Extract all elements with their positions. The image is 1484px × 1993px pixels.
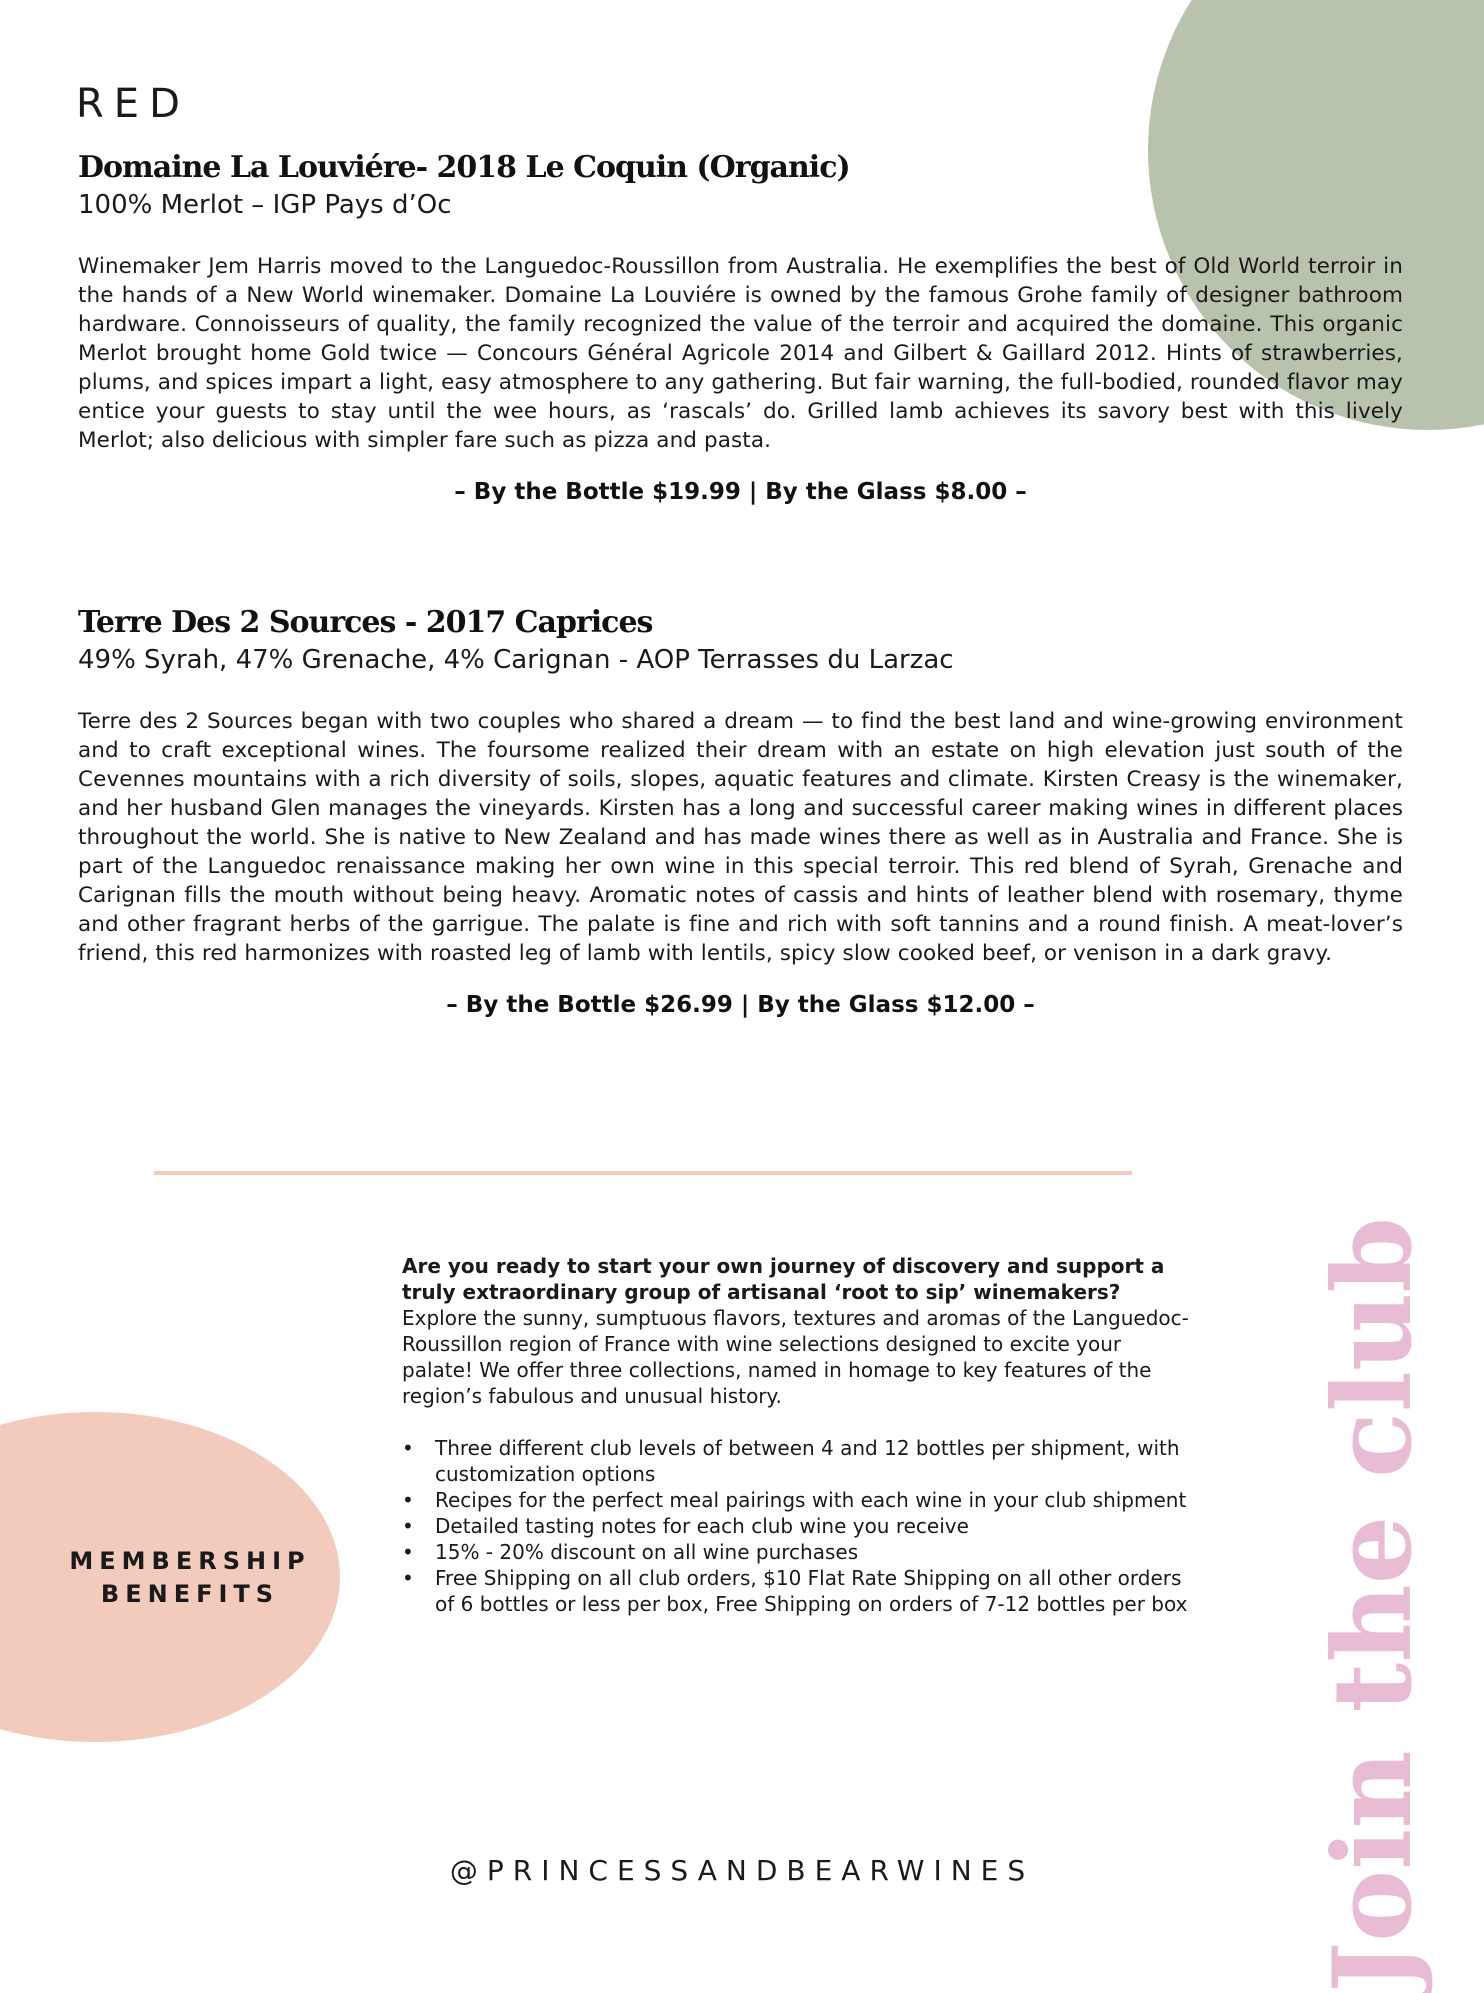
wine-varietal: 49% Syrah, 47% Grenache, 4% Carignan - AOP Terrasses du Larzac <box>78 645 954 675</box>
bullet-icon: • <box>402 1488 414 1512</box>
benefit-text: Detailed tasting notes for each club wine you receive <box>435 1514 969 1538</box>
join-the-club-heading: Join the club <box>1310 1217 1436 1993</box>
wine-description: Terre des 2 Sources began with two couples who shared a dream — to find the best land and wine-growing environment and to craft exceptional wines. The foursome realized their dream with an estate on high elevation just south of the Cevennes mountains with a rich diversity of soils, slopes, aquatic features and climate. Kirsten Creasy is the winemaker, and her husband Glen manages the vineyards. Kirsten has a long and successful career making wines in different places throughout the world. She is native to New Zealand and has made wines there as well as in Australia and France. She is part of the Languedoc renaissance making her own wine in this special terroir. This red blend of Syrah, Grenache and Carignan fills the mouth without being heavy. Aromatic notes of cassis and hints of leather blend with rosemary, thyme and other fragrant herbs of the garrigue. The palate is fine and rich with soft tannins and a round finish. A meat-lover’s friend, this red harmonizes with roasted leg of lamb with lentils, spicy slow cooked beef, or venison in a dark gravy. <box>78 709 1403 966</box>
section-title: RED <box>76 81 190 127</box>
wine-name: Terre Des 2 Sources - 2017 Caprices <box>78 605 653 640</box>
club-intro <box>402 1253 1192 1409</box>
list-item <box>402 1539 1192 1565</box>
benefits-label-line: BENEFITS <box>100 1580 280 1608</box>
wine-varietal: 100% Merlot – IGP Pays d’Oc <box>78 190 452 220</box>
bullet-icon: • <box>402 1566 414 1590</box>
wine-entry <box>78 150 1403 507</box>
benefit-text: Free Shipping on all club orders, $10 Flat Rate Shipping on all other orders of 6 bottles or less per box, Free Shipping on orders of 7-12 bottles per box <box>435 1566 1188 1616</box>
list-item <box>402 1487 1192 1513</box>
wine-price: – By the Bottle $26.99 | By the Glass $12.00 – <box>446 992 1035 1018</box>
bullet-icon: • <box>402 1436 414 1460</box>
club-details <box>402 1253 1192 1617</box>
wine-description: Winemaker Jem Harris moved to the Languedoc-Roussillon from Australia. He exemplifies the best of Old World terroir in the hands of a New World winemaker. Domaine La Louviére is owned by the famous Grohe family of designer bathroom hardware. Connoisseurs of quality, the family recognized the value of the terroir and acquired the domaine. This organic Merlot brought home Gold twice — Concours Général Agricole 2014 and Gilbert & Gaillard 2012. Hints of strawberries, plums, and spices impart a light, easy atmosphere to any gathering. But fair warning, the full-bodied, rounded flavor may entice your guests to stay until the wee hours, as ‘rascals’ do. Grilled lamb achieves its savory best with this lively Merlot; also delicious with simpler fare such as pizza and pasta. <box>78 254 1403 453</box>
club-intro-question: Are you ready to start your own journey of discovery and support a truly extraordinary group of artisanal ‘root to sip’ winemakers? <box>402 1254 1165 1304</box>
benefits-list <box>402 1435 1192 1617</box>
list-item <box>402 1435 1192 1487</box>
wine-price: – By the Bottle $19.99 | By the Glass $8.00 – <box>454 479 1027 505</box>
wine-name: Domaine La Louviére- 2018 Le Coquin (Organic) <box>78 150 850 185</box>
bullet-icon: • <box>402 1514 414 1538</box>
bullet-icon: • <box>402 1540 414 1564</box>
membership-benefits-label <box>40 1545 340 1611</box>
wine-entry <box>78 605 1403 1020</box>
section-divider <box>154 1171 1132 1175</box>
benefit-text: Three different club levels of between 4 and 12 bottles per shipment, with customization options <box>435 1436 1180 1486</box>
benefit-text: 15% - 20% discount on all wine purchases <box>435 1540 859 1564</box>
club-intro-text: Explore the sunny, sumptuous flavors, textures and aromas of the Languedoc-Roussillon region of France with wine selections designed to excite your palate! We offer three collections, named in homage to key features of the region’s fabulous and unusual history. <box>402 1306 1189 1408</box>
list-item <box>402 1513 1192 1539</box>
social-handle: @PRINCESSANDBEARWINES <box>449 1854 1035 1887</box>
list-item <box>402 1565 1192 1617</box>
benefits-label-line: MEMBERSHIP <box>69 1547 311 1575</box>
benefit-text: Recipes for the perfect meal pairings with each wine in your club shipment <box>435 1488 1187 1512</box>
